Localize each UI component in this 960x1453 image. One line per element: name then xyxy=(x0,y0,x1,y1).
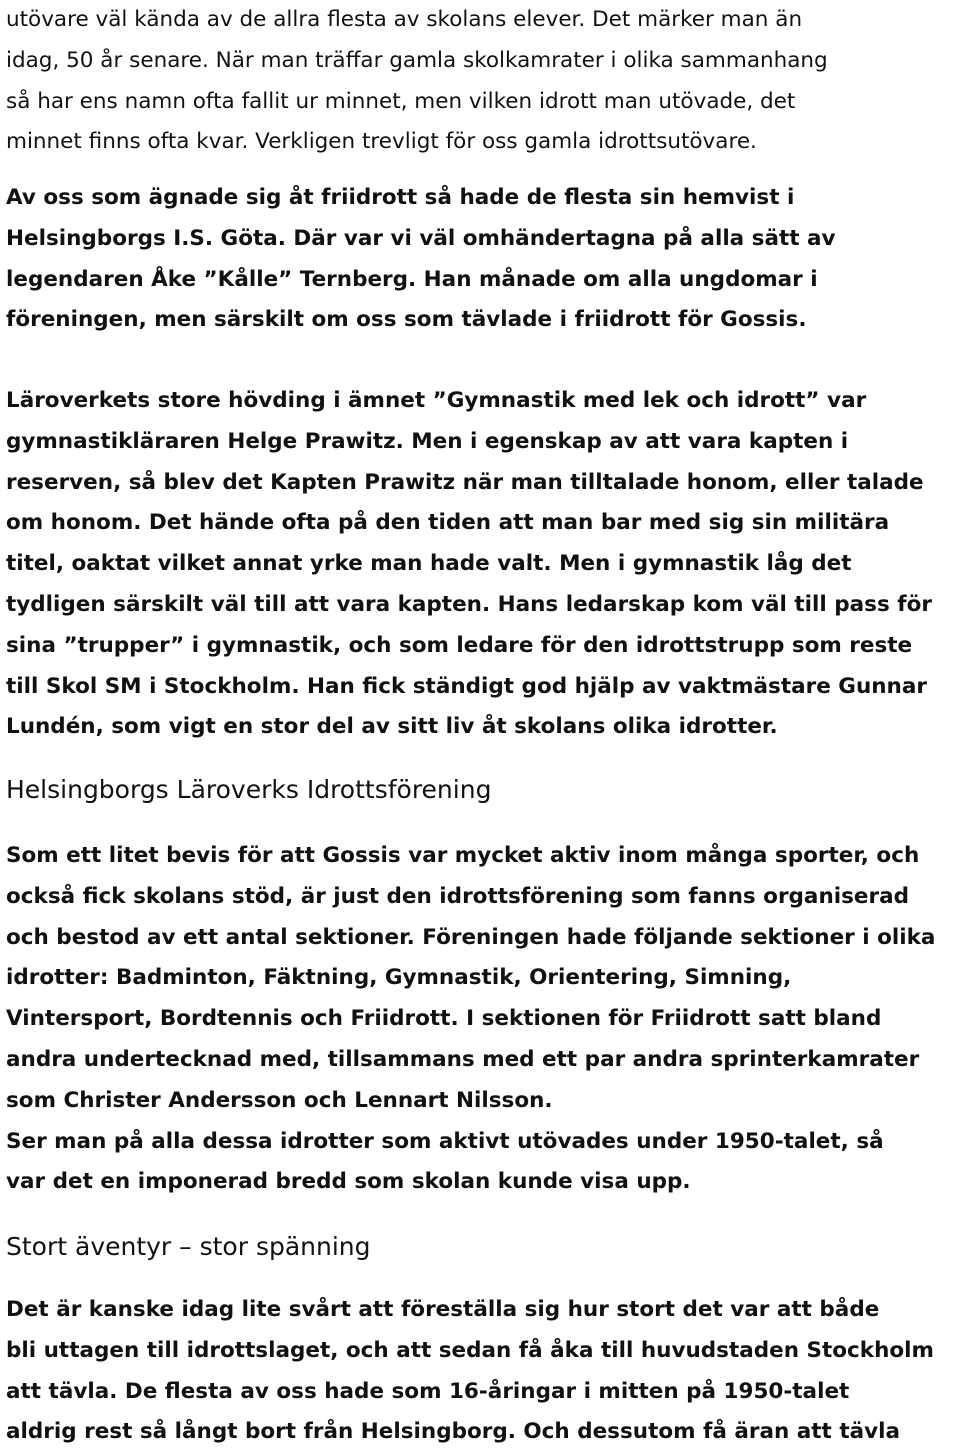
text-line: aldrig rest så långt bort från Helsingborg. Och dessutom få äran att tävla xyxy=(6,1419,900,1445)
intro-paragraph xyxy=(6,0,956,163)
text-line: utövare väl kända av de allra flesta av skolans elever. Det märker man än xyxy=(6,7,803,32)
text-line: Läroverkets store hövding i ämnet ”Gymnastik med lek och idrott” var xyxy=(6,388,867,413)
text-line: idrotter: Badminton, Fäktning, Gymnastik, Orientering, Simning, xyxy=(6,965,792,991)
prawitz-paragraph xyxy=(6,381,956,748)
text-line: och bestod av ett antal sektioner. Föreningen hade följande sektioner i olika xyxy=(6,924,936,950)
text-line: titel, oaktat vilket annat yrke man hade valt. Men i gymnastik låg det xyxy=(6,551,852,577)
text-line: Lundén, som vigt en stor del av sitt liv åt skolans olika idrotter. xyxy=(6,714,778,740)
text-line: tydligen särskilt väl till att vara kapten. Hans ledarskap kom väl till pass för xyxy=(6,591,932,617)
text-line: minnet finns ofta kvar. Verkligen trevligt för oss gamla idrottsutövare. xyxy=(6,129,757,155)
text-line: föreningen, men särskilt om oss som tävlade i friidrott för Gossis. xyxy=(6,307,807,333)
text-line: Ser man på alla dessa idrotter som aktivt utövades under 1950-talet, så xyxy=(6,1128,884,1154)
text-line: reserven, så blev det Kapten Prawitz när man tilltalade honom, eller talade xyxy=(6,469,924,495)
text-line: till Skol SM i Stockholm. Han fick ständigt god hjälp av vaktmästare Gunnar xyxy=(6,673,927,699)
text-line: Som ett litet bevis för att Gossis var mycket aktiv inom många sporter, och xyxy=(6,843,920,868)
text-line: Vintersport, Bordtennis och Friidrott. I sektionen för Friidrott satt bland xyxy=(6,1006,882,1032)
text-line: som Christer Andersson och Lennart Nilsson. xyxy=(6,1087,553,1113)
text-line: var det en imponerad bredd som skolan kunde visa upp. xyxy=(6,1169,691,1195)
text-line: andra undertecknad med, tillsammans med ett par andra sprinterkamrater xyxy=(6,1046,920,1072)
text-line: Helsingborgs I.S. Göta. Där var vi väl omhändertagna på alla sätt av xyxy=(6,225,836,251)
text-line: Av oss som ägnade sig åt friidrott så hade de flesta sin hemvist i xyxy=(6,185,795,210)
text-line: så har ens namn ofta fallit ur minnet, men vilken idrott man utövade, det xyxy=(6,88,796,114)
text-line: sina ”trupper” i gymnastik, och som ledare för den idrottstrupp som reste xyxy=(6,632,913,658)
section-heading: Helsingborgs Läroverks Idrottsförening xyxy=(6,775,492,804)
text-line: idag, 50 år senare. När man träffar gamla skolkamrater i olika sammanhang xyxy=(6,47,828,73)
text-line: att tävla. De flesta av oss hade som 16-åringar i mitten på 1950-talet xyxy=(6,1378,850,1404)
text-line: också fick skolans stöd, är just den idrottsförening som fanns organiserad xyxy=(6,883,909,909)
text-line: legendaren Åke ”Kålle” Ternberg. Han månade om alla ungdomar i xyxy=(6,266,818,292)
text-line: bli uttagen till idrottslaget, och att sedan få åka till huvudstaden Stockholm xyxy=(6,1337,934,1363)
text-line: Det är kanske idag lite svårt att föreställa sig hur stort det var att både xyxy=(6,1297,880,1322)
text-line: gymnastikläraren Helge Prawitz. Men i egenskap av att vara kapten i xyxy=(6,428,849,454)
friidrott-paragraph xyxy=(6,178,956,341)
text-line: om honom. Det hände ofta på den tiden att man bar med sig sin militära xyxy=(6,510,890,536)
section-heading: Stort äventyr – stor spänning xyxy=(6,1232,371,1261)
idrottsforening-paragraph xyxy=(6,836,956,1203)
aventyr-paragraph xyxy=(6,1290,956,1453)
